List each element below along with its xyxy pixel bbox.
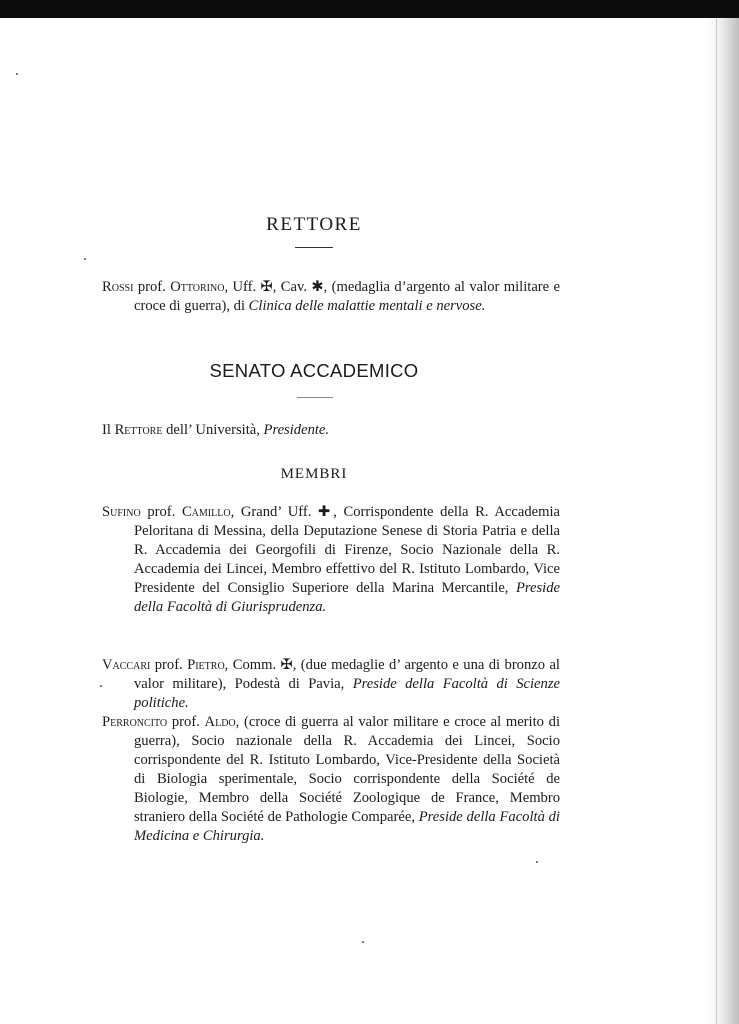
divider-senato — [297, 397, 333, 398]
member-entry-sufino — [102, 503, 560, 617]
member-title: prof. — [154, 657, 183, 673]
rettore-entry — [102, 278, 560, 316]
member-details: , Grand’ Uff. ✚, Corrispondente della R. Accademia Peloritana di Messina, della Deputazione Senese di Storia Patria e della R. Accademia dei Georgofili di Firenze, Socio Nazionale della R. Accademia dei Lincei, Membro effettivo del R. Istituto Lombardo, Vice Presidente del Consiglio Superiore della Marina Mercantile, — [134, 504, 560, 596]
member-surname: Vaccari — [102, 657, 151, 673]
page-binding-edge — [705, 18, 739, 1024]
member-details: , Comm. ✠, (due medaglie d’ argento e una di bronzo al valor militare), Podestà di Pavia, — [134, 657, 560, 692]
paper-speck — [84, 258, 86, 260]
paper-speck — [100, 685, 102, 687]
member-role: Preside della Facoltà di Medicina e Chirurgia. — [134, 809, 560, 844]
presidente-role: Rettore — [114, 422, 163, 438]
member-title: prof. — [147, 504, 176, 520]
heading-rettore: RETTORE — [266, 214, 362, 235]
page-binding-shadow — [716, 18, 717, 1024]
member-forename: Camillo — [181, 504, 231, 520]
rettore-details: , Uff. ✠, Cav. ✱, (medaglia d’argento al valor militare e croce di guerra), di — [134, 279, 561, 314]
presidente-rest: dell’ Università, — [166, 422, 260, 438]
heading-senato-accademico: SENATO ACCADEMICO — [209, 360, 419, 381]
member-surname: Sufino — [102, 504, 141, 520]
rettore-forename: Ottorino — [170, 279, 225, 295]
presidente-function: Presidente. — [263, 422, 330, 438]
presidente-line — [102, 421, 528, 440]
rettore-title: prof. — [137, 279, 166, 295]
member-forename: Pietro — [187, 657, 225, 673]
member-entry-perroncito — [102, 713, 560, 846]
member-forename: Aldo — [204, 714, 236, 730]
member-role: Preside della Facoltà di Giurisprudenza. — [134, 580, 560, 615]
member-role: Preside della Facoltà di Scienze politiche. — [134, 676, 560, 711]
member-surname: Perroncito — [102, 714, 168, 730]
heading-membri: MEMBRI — [280, 466, 348, 482]
member-details: , (croce di guerra al valor militare e croce al merito di guerra), Socio nazionale della R. Accademia dei Lincei, Socio corrispondente del R. Istituto Lombardo, Vice-Presidente della Società di Biologia sperimentale, Socio corrispondente della Société de Biologie, Membro della Société Zoologique de France, Membro straniero della Société de Pathologie Comparée, — [134, 714, 560, 825]
member-title: prof. — [171, 714, 200, 730]
paper-speck — [16, 73, 18, 75]
rettore-surname: Rossi — [102, 279, 134, 295]
member-entry-vaccari — [102, 656, 560, 713]
paper-speck — [536, 861, 538, 863]
presidente-prefix: Il — [102, 422, 111, 438]
scan-top-border — [0, 0, 739, 18]
paper-speck — [362, 941, 364, 943]
rettore-chair: Clinica delle malattie mentali e nervose. — [248, 298, 486, 314]
divider-rettore — [295, 247, 333, 248]
